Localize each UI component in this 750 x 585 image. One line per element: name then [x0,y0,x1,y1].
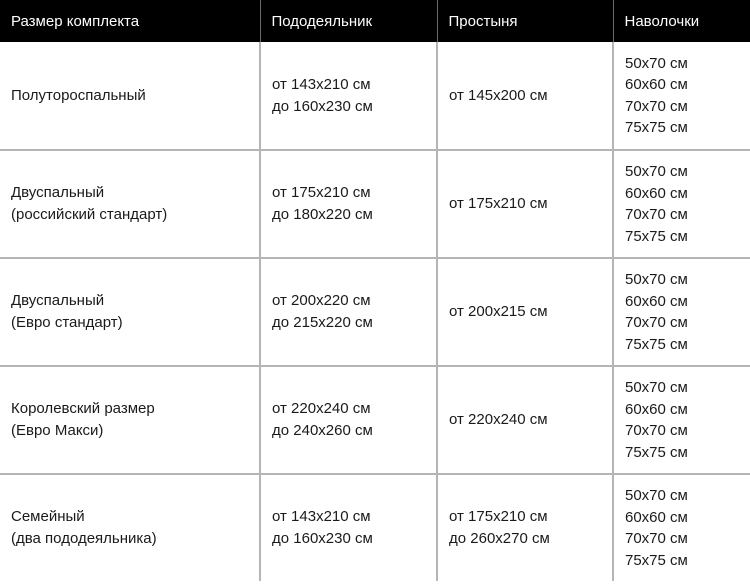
cell-set-size-line: Полутороспальный [11,86,146,104]
cell-set-size [0,258,260,366]
cell-pillowcases-line: 70x70 см [625,422,688,439]
cell-duvet-cover-line: до 215x220 см [272,314,373,331]
cell-sheet-line: от 220x240 см [449,411,548,428]
header-pillowcases: Наволочки [613,0,750,42]
header-sheet: Простыня [437,0,613,42]
cell-sheet-line: от 175x210 см [449,195,548,212]
cell-pillowcases-line: 75x75 см [625,335,688,353]
cell-duvet-cover-line: до 160x230 см [272,530,373,547]
table-header [0,0,750,42]
cell-set-size-line: Двуспальный [11,292,105,309]
cell-pillowcases-line: 50x70 см [625,54,688,72]
cell-pillowcases-line: 70x70 см [625,206,688,223]
cell-set-size [0,42,260,150]
cell-sheet-line: до 260x270 см [449,530,550,547]
cell-set-size-line: (Евро Макси) [11,422,104,439]
table-row [0,474,750,581]
cell-pillowcases-line: 75x75 см [625,227,688,245]
cell-pillowcases-line: 60x60 см [625,76,688,93]
cell-sheet [437,366,613,474]
cell-pillowcases-line: 60x60 см [625,292,688,310]
table-row [0,366,750,474]
cell-pillowcases-line: 75x75 см [625,551,688,569]
cell-set-size [0,366,260,474]
table-row [0,42,750,150]
cell-sheet-line: от 145x200 см [449,86,548,104]
cell-duvet-cover [260,150,437,258]
cell-duvet-cover-line: до 160x230 см [272,97,373,115]
header-row [0,0,750,42]
cell-duvet-cover [260,474,437,581]
cell-pillowcases [613,150,750,258]
cell-duvet-cover-line: до 240x260 см [272,422,373,439]
cell-pillowcases-line: 50x70 см [625,163,688,180]
cell-pillowcases-line: 70x70 см [625,97,688,115]
cell-sheet-line: от 175x210 см [449,508,548,525]
cell-duvet-cover-line: от 143x210 см [272,75,371,93]
cell-set-size [0,150,260,258]
cell-pillowcases-line: 75x75 см [625,443,688,461]
table-body [0,42,750,581]
table-row [0,258,750,366]
cell-pillowcases-line: 70x70 см [625,530,688,547]
cell-pillowcases-line: 75x75 см [625,119,688,136]
cell-sheet [437,474,613,581]
cell-pillowcases-line: 60x60 см [625,400,688,418]
cell-pillowcases [613,258,750,366]
cell-pillowcases [613,42,750,150]
table-row [0,150,750,258]
cell-duvet-cover-line: до 180x220 см [272,206,373,223]
cell-pillowcases-line: 70x70 см [625,314,688,331]
cell-pillowcases-line: 50x70 см [625,487,688,504]
cell-sheet [437,258,613,366]
cell-pillowcases-line: 60x60 см [625,508,688,526]
header-duvet-cover: Пододеяльник [260,0,437,42]
cell-set-size-line: Королевский размер [11,400,155,417]
cell-duvet-cover-line: от 200x220 см [272,292,371,309]
cell-set-size-line: Семейный [11,508,85,525]
cell-sheet [437,150,613,258]
cell-sheet-line: от 200x215 см [449,303,548,320]
cell-set-size [0,474,260,581]
cell-pillowcases [613,366,750,474]
cell-pillowcases-line: 50x70 см [625,379,688,396]
cell-set-size-line: (российский стандарт) [11,206,168,223]
cell-duvet-cover-line: от 143x210 см [272,508,371,525]
cell-pillowcases-line: 50x70 см [625,271,688,288]
cell-duvet-cover [260,258,437,366]
cell-pillowcases-line: 60x60 см [625,184,688,202]
header-set-size: Размер комплекта [0,0,260,42]
cell-set-size-line: Двуспальный [11,184,105,201]
cell-duvet-cover [260,42,437,150]
cell-duvet-cover [260,366,437,474]
cell-set-size-line: (два пододеяльника) [11,530,157,547]
cell-sheet [437,42,613,150]
cell-duvet-cover-line: от 220x240 см [272,400,371,417]
cell-set-size-line: (Евро стандарт) [11,314,123,331]
cell-duvet-cover-line: от 175x210 см [272,184,371,201]
cell-pillowcases [613,474,750,581]
